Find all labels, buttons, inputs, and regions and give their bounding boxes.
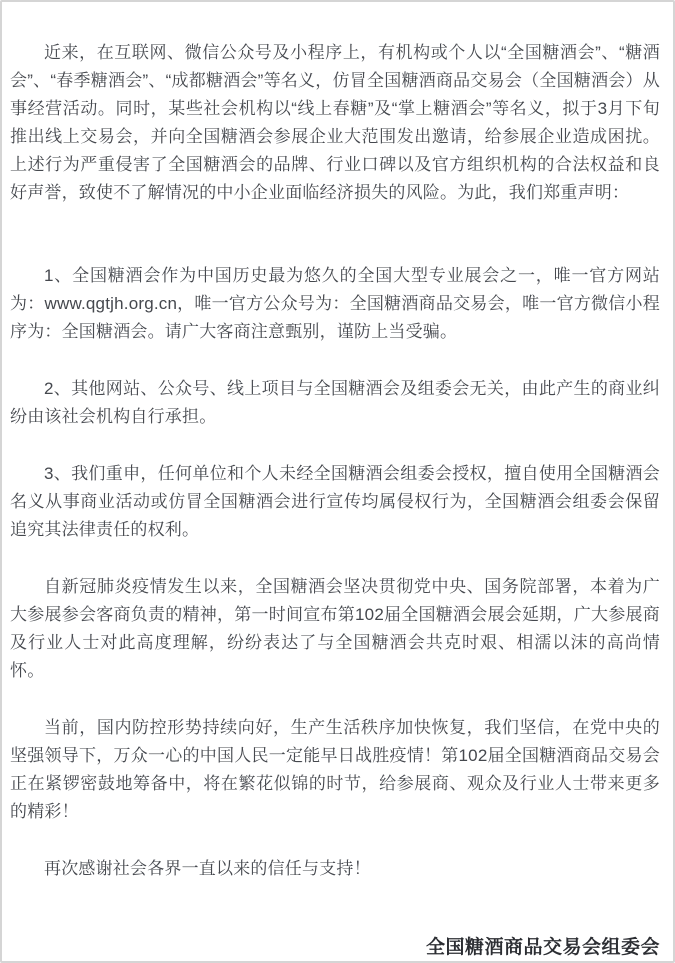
paragraph-statement-3: 3、我们重申，任何单位和个人未经全国糖酒会组委会授权，擅自使用全国糖酒会名义从事商业活动或仿冒全国糖酒会进行宣传均属侵权行为，全国糖酒会组委会保留追究其法律责任的权利。 [10,464,660,539]
article-body [2,2,673,883]
paragraph-epidemic-context: 自新冠肺炎疫情发生以来，全国糖酒会坚决贯彻党中央、国务院部署，本着为广大参展参会客商负责的精神，第一时间宣布第102届全国糖酒会展会延期，广大参展商及行业人士对此高度理解，纷纷表达了与全国糖酒会共克时艰、相濡以沫的高尚情怀。 [10,577,660,680]
paragraph-intro: 近来，在互联网、微信公众号及小程序上，有机构或个人以“全国糖酒会”、“糖酒会”、“春季糖酒会”、“成都糖酒会”等名义，仿冒全国糖酒商品交易会（全国糖酒会）从事经营活动。同时，某些社会机构以“线上春糖”及“掌上糖酒会”等名义，拟于3月下旬推出线上交易会，并向全国糖酒会参展企业大范围发出邀请，给参展企业造成困扰。上述行为严重侵害了全国糖酒会的品牌、行业口碑以及官方组织机构的合法权益和良好声誉，致使不了解情况的中小企业面临经济损失的风险。为此，我们郑重声明： [10,43,660,202]
paragraph-thanks: 再次感谢社会各界一直以来的信任与支持！ [44,859,371,878]
signature: 全国糖酒商品交易会组委会 [425,937,660,958]
paragraph-statement-1: 1、全国糖酒会作为中国历史最为悠久的全国大型专业展会之一，唯一官方网站为：www.qgtjh.org.cn，唯一官方公众号为：全国糖酒商品交易会，唯一官方微信小程序为：全国糖酒会。请广大客商注意甄别，谨防上当受骗。 [10,266,660,341]
paragraph-outlook: 当前，国内防控形势持续向好，生产生活秩序加快恢复，我们坚信，在党中央的坚强领导下，万众一心的中国人民一定能早日战胜疫情！第102届全国糖酒商品交易会正在紧锣密鼓地筹备中，将在繁花似锦的时节，给参展商、观众及行业人士带来更多的精彩！ [10,718,660,821]
paragraph-statement-2: 2、其他网站、公众号、线上项目与全国糖酒会及组委会无关，由此产生的商业纠纷由该社会机构自行承担。 [10,379,660,426]
